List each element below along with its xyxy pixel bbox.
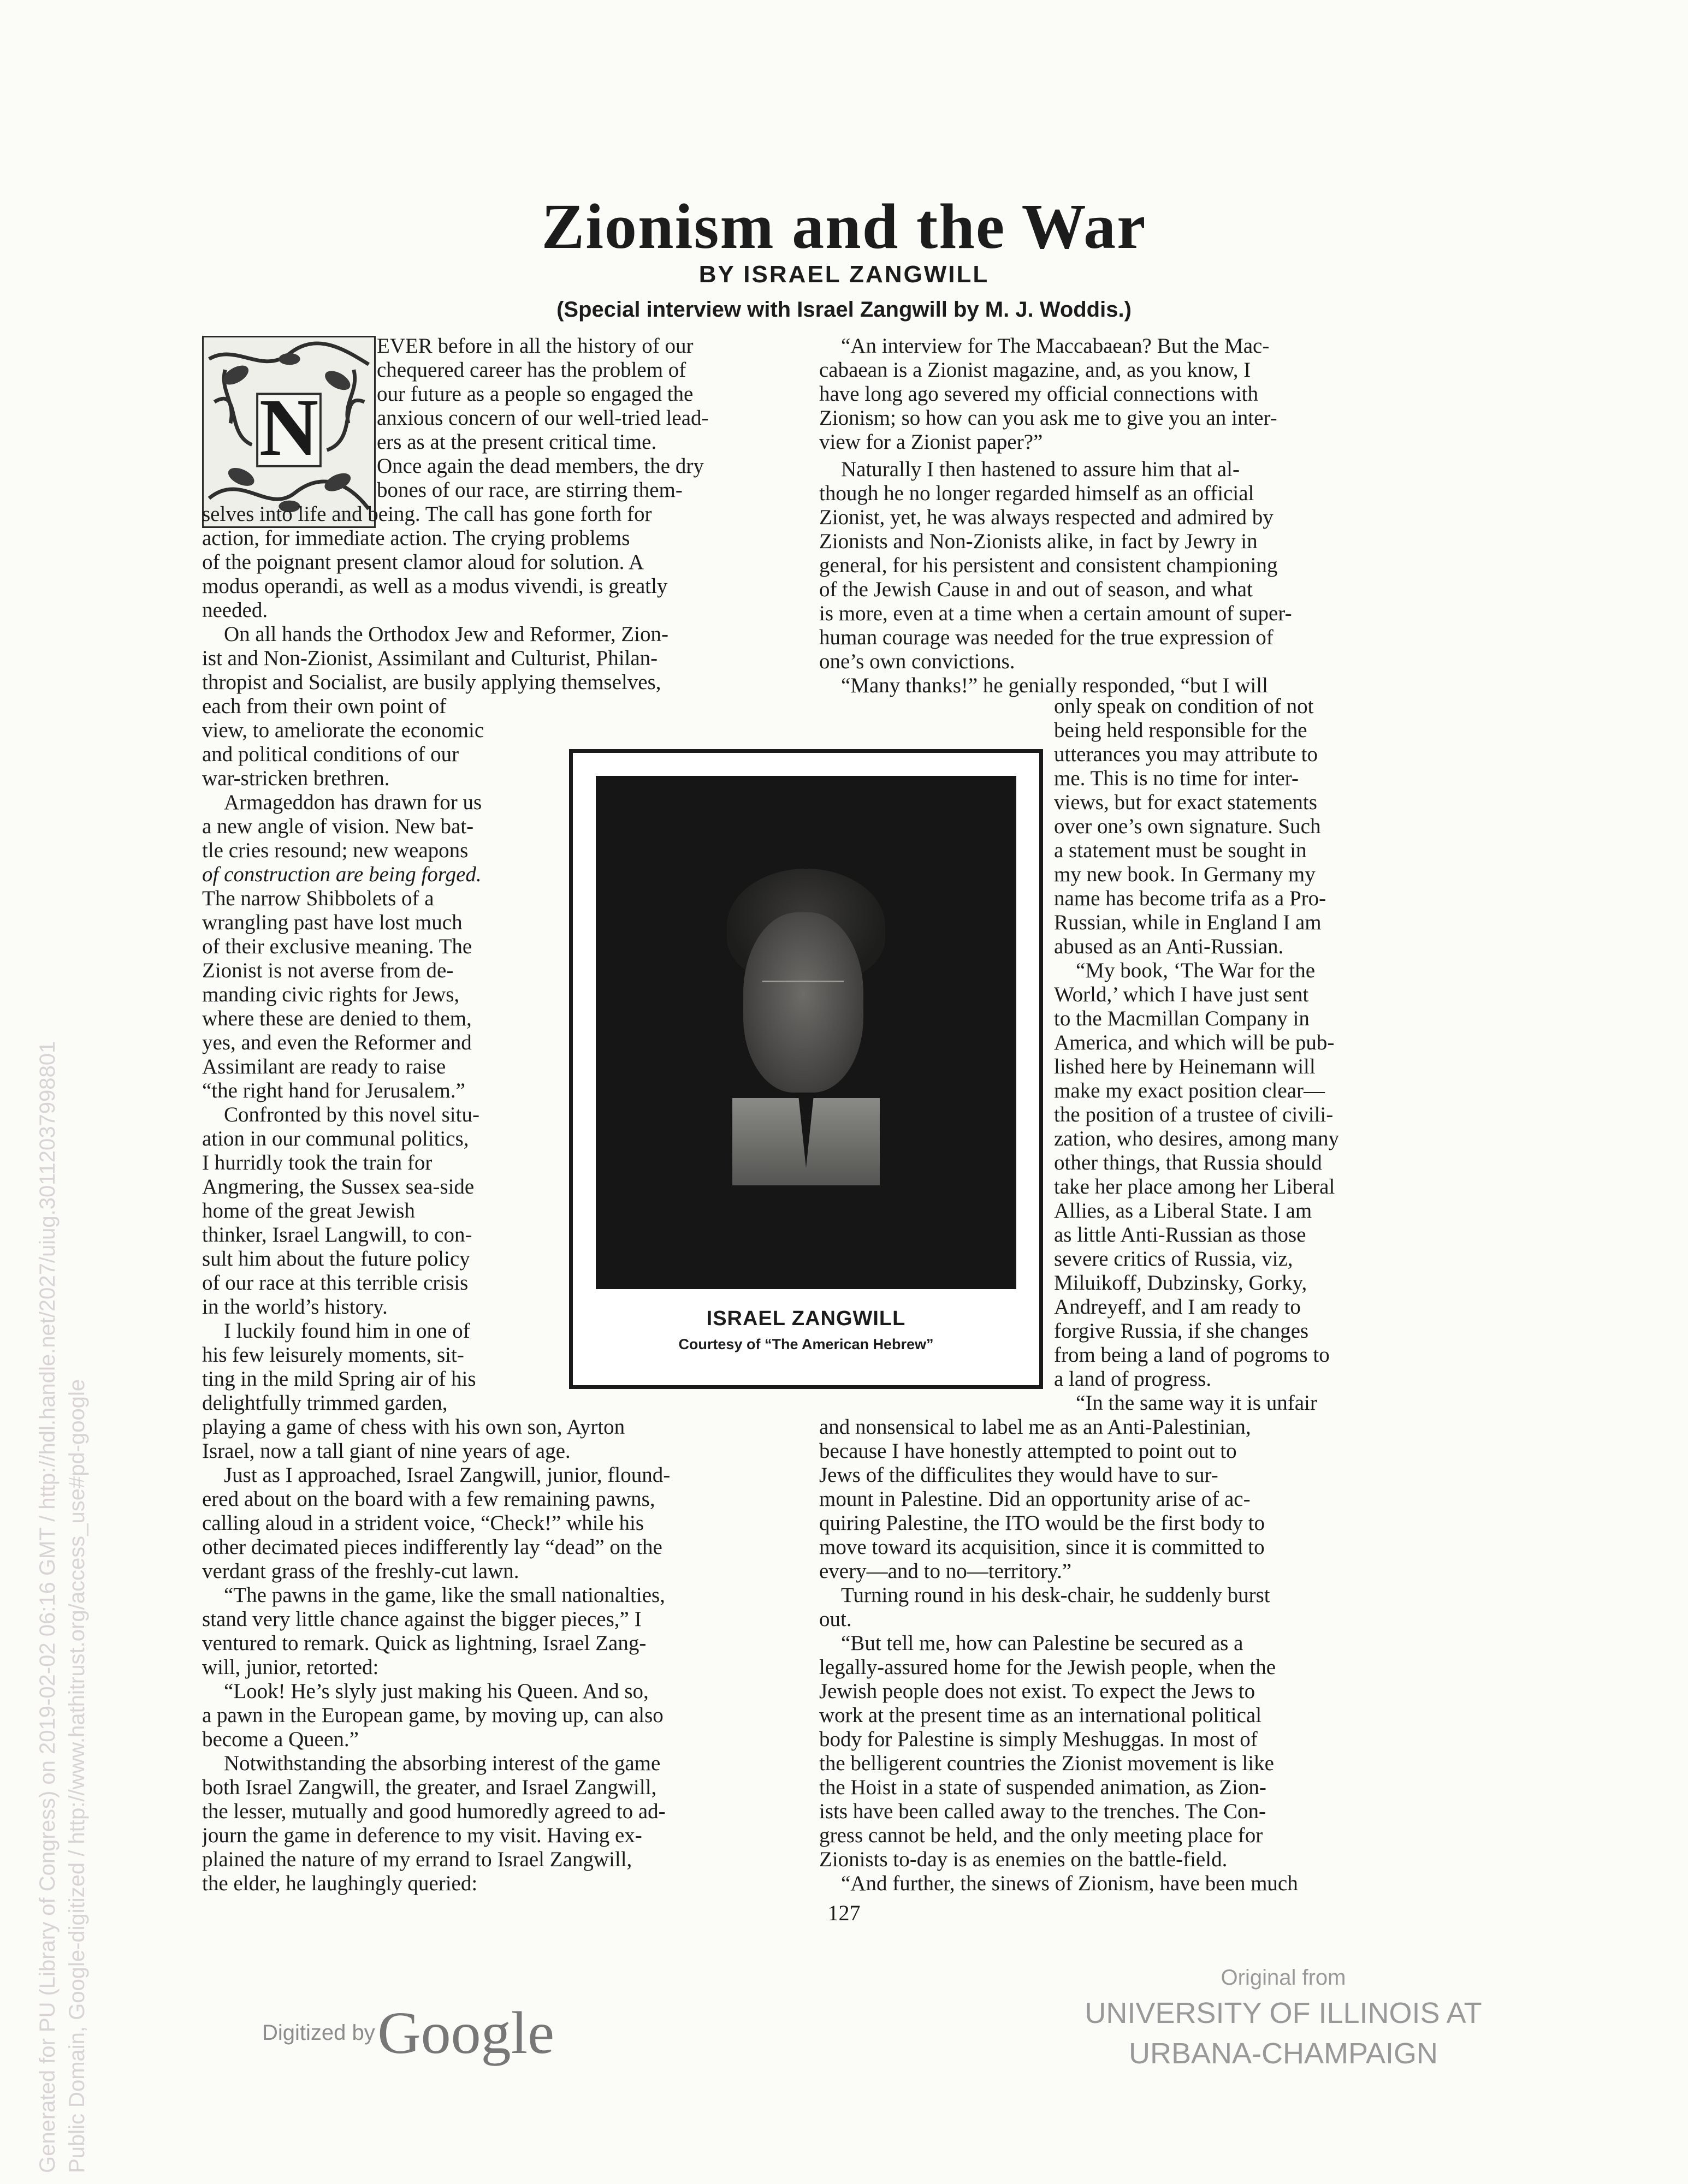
text-line: EVER before in all the history of our: [377, 334, 694, 358]
text-line: Zionists to-day is as enemies on the battle-field.: [819, 1848, 1228, 1871]
text-line: ting in the mild Spring air of his: [202, 1367, 476, 1391]
text-line: ation in our communal politics,: [202, 1127, 469, 1150]
digitized-by-label: Digitized by: [262, 2021, 375, 2045]
photo-credit: Courtesy of “The American Hebrew”: [678, 1336, 934, 1352]
text-line: work at the present time as an international political: [819, 1704, 1262, 1727]
text-line: Allies, as a Liberal State. I am: [1054, 1199, 1312, 1222]
text-line: Notwithstanding the absorbing interest of the game: [224, 1752, 661, 1775]
text-line: Zionism; so how can you ask me to give you an inter-: [819, 406, 1277, 430]
text-line: mount in Palestine. Did an opportunity arise of ac-: [819, 1487, 1251, 1511]
text-line: Miluikoff, Dubzinsky, Gorky,: [1054, 1271, 1307, 1295]
drop-cap-letter: N: [259, 382, 319, 473]
article-subtitle: (Special interview with Israel Zangwill by M. J. Woddis.): [556, 298, 1132, 322]
text-line: is more, even at a time when a certain amount of super-: [819, 602, 1292, 625]
text-line: out.: [819, 1607, 852, 1631]
text-line: the lesser, mutually and good humoredly agreed to ad-: [202, 1800, 666, 1823]
article-byline: BY ISRAEL ZANGWILL: [698, 261, 990, 288]
text-line: Russian, while in England I am: [1054, 911, 1322, 934]
text-line: gress cannot be held, and the only meeting place for: [819, 1824, 1263, 1847]
text-line: of their exclusive meaning. The: [202, 935, 472, 958]
text-line: view, to ameliorate the economic: [202, 719, 484, 742]
text-line: “Look! He’s slyly just making his Queen. And so,: [224, 1679, 649, 1703]
text-line: take her place among her Liberal: [1054, 1175, 1335, 1198]
portrait-glasses: [762, 981, 844, 1000]
text-line: being held responsible for the: [1054, 719, 1307, 742]
digitized-by-google-mark: [262, 1998, 554, 2069]
text-line: both Israel Zangwill, the greater, and Israel Zangwill,: [202, 1776, 657, 1799]
text-line: ered about on the board with a few remaining pawns,: [202, 1487, 655, 1511]
page-number: 127: [827, 1901, 861, 1925]
text-line: Turning round in his desk-chair, he suddenly burst: [841, 1583, 1270, 1607]
text-line: in the world’s history.: [202, 1295, 388, 1319]
text-line: action, for immediate action. The crying problems: [202, 526, 630, 550]
text-line: needed.: [202, 598, 268, 622]
university-line-2: URBANA-CHAMPAIGN: [1128, 2037, 1438, 2070]
text-line: move toward its acquisition, since it is committed to: [819, 1535, 1265, 1559]
text-line: “An interview for The Maccabaean? But the Mac-: [841, 334, 1270, 358]
original-from-label: Original from: [1221, 1966, 1346, 1990]
text-line: delightfully trimmed garden,: [202, 1391, 448, 1415]
text-line: from being a land of pogroms to: [1054, 1343, 1330, 1367]
text-line: “the right hand for Jerusalem.”: [202, 1079, 465, 1102]
text-line: Zionists and Non-Zionists alike, in fact by Jewry in: [819, 530, 1258, 553]
text-line: Andreyeff, and I am ready to: [1054, 1295, 1301, 1319]
text-line: have long ago severed my official connections with: [819, 382, 1258, 406]
text-line: will, junior, retorted:: [202, 1655, 379, 1679]
text-line: Just as I approached, Israel Zangwill, junior, flound-: [224, 1463, 671, 1487]
text-line: my new book. In Germany my: [1054, 863, 1316, 886]
text-line: make my exact position clear—: [1054, 1079, 1325, 1102]
text-line: calling aloud in a strident voice, “Check!” while his: [202, 1511, 644, 1535]
text-line: to the Macmillan Company in: [1054, 1007, 1310, 1030]
text-line: tle cries resound; new weapons: [202, 839, 469, 862]
text-line: I luckily found him in one of: [224, 1319, 470, 1343]
text-line: ventured to remark. Quick as lightning, Israel Zang-: [202, 1631, 647, 1655]
text-line: manding civic rights for Jews,: [202, 983, 460, 1006]
text-line: war-stricken brethren.: [202, 767, 390, 790]
text-line: of the Jewish Cause in and out of season, and what: [819, 578, 1253, 601]
text-line: our future as a people so engaged the: [377, 382, 694, 406]
text-line: wrangling past have lost much: [202, 911, 463, 934]
portrait-face: [743, 912, 863, 1093]
text-line: the elder, he laughingly queried:: [202, 1872, 478, 1895]
text-line: Once again the dead members, the dry: [377, 454, 704, 478]
portrait-collar: [732, 1098, 880, 1185]
right-column-upper: [819, 334, 1409, 698]
text-line: modus operandi, as well as a modus vivendi, is greatly: [202, 574, 668, 598]
text-line: journ the game in deference to my visit. Having ex-: [202, 1824, 642, 1847]
text-line: “In the same way it is unfair: [1076, 1391, 1317, 1415]
text-line: Zionist, yet, he was always respected and admired by: [819, 506, 1274, 529]
text-line: of the poignant present clamor aloud for solution. A: [202, 550, 644, 574]
text-line: over one’s own signature. Such: [1054, 815, 1321, 838]
text-line: a statement must be sought in: [1054, 839, 1307, 862]
text-line: forgive Russia, if she changes: [1054, 1319, 1309, 1343]
text-line: ers as at the present critical time.: [377, 430, 657, 454]
portrait-frame: [569, 749, 1043, 1389]
text-line: Angmering, the Sussex sea-side: [202, 1175, 475, 1198]
text-line: lished here by Heinemann will: [1054, 1055, 1316, 1078]
text-line: playing a game of chess with his own son, Ayrton: [202, 1415, 625, 1439]
left-column-lower: [202, 1415, 803, 1896]
text-line: other decimated pieces indifferently lay “dead” on the: [202, 1535, 662, 1559]
text-line: as little Anti-Russian as those: [1054, 1223, 1306, 1247]
text-line: thinker, Israel Langwill, to con-: [202, 1223, 472, 1247]
text-line: “Many thanks!” he genially responded, “but I will: [841, 674, 1268, 697]
intro-beside-dropcap: [377, 334, 803, 502]
text-line: sult him about the future policy: [202, 1247, 470, 1271]
text-line: “But tell me, how can Palestine be secured as a: [841, 1631, 1243, 1655]
original-from-block: [1038, 1966, 1529, 2071]
text-line: utterances you may attribute to: [1054, 743, 1318, 766]
text-line: Jewish people does not exist. To expect the Jews to: [819, 1679, 1255, 1703]
text-line: Assimilant are ready to raise: [202, 1055, 446, 1078]
photo-caption: ISRAEL ZANGWILL: [706, 1307, 906, 1330]
text-line: legally-assured home for the Jewish people, when the: [819, 1655, 1276, 1679]
text-line: the Hoist in a state of suspended animation, as Zion-: [819, 1776, 1266, 1799]
text-line: “And further, the sinews of Zionism, have been much: [841, 1872, 1298, 1895]
text-line: yes, and even the Reformer and: [202, 1031, 472, 1054]
text-line: each from their own point of: [202, 695, 447, 718]
text-line: Jews of the difficulites they would have to sur-: [819, 1463, 1218, 1487]
text-line: The narrow Shibbolets of a: [202, 887, 434, 910]
text-line: I hurridly took the train for: [202, 1151, 433, 1174]
text-line: human courage was needed for the true expression of: [819, 626, 1274, 649]
text-line: his few leisurely moments, sit-: [202, 1343, 464, 1367]
text-line: On all hands the Orthodox Jew and Reformer, Zion-: [224, 622, 668, 646]
text-line: ist and Non-Zionist, Assimilant and Culturist, Philan-: [202, 646, 658, 670]
text-line: anxious concern of our well-tried lead-: [377, 406, 709, 430]
text-line: a land of progress.: [1054, 1367, 1212, 1391]
text-line: ists have been called away to the trenches. The Con-: [819, 1800, 1266, 1823]
text-line: other things, that Russia should: [1054, 1151, 1322, 1174]
text-line: selves into life and being. The call has gone forth for: [202, 502, 652, 526]
text-line: home of the great Jewish: [202, 1199, 415, 1222]
right-column-lower: [819, 1415, 1409, 1896]
text-line: the position of a trustee of civili-: [1054, 1103, 1334, 1126]
google-logo: Google: [377, 1999, 555, 2066]
portrait-photo: [596, 776, 1016, 1289]
watermark-line-2: Public Domain, Google-digitized / http://www.hathitrust.org/access_use#pd-google: [65, 1379, 89, 2173]
text-line: view for a Zionist paper?”: [819, 430, 1043, 454]
text-line: of construction are being forged.: [202, 863, 482, 886]
left-column-upper: [202, 502, 803, 719]
text-line: plained the nature of my errand to Israel Zangwill,: [202, 1848, 632, 1871]
text-line: body for Palestine is simply Meshuggas. In most of: [819, 1728, 1258, 1751]
text-line: America, and which will be pub-: [1054, 1031, 1335, 1054]
text-line: a pawn in the European game, by moving up, can also: [202, 1704, 664, 1727]
text-line: thropist and Socialist, are busily applying themselves,: [202, 670, 661, 694]
text-line: me. This is no time for inter-: [1054, 767, 1299, 790]
text-line: “My book, ‘The War for the: [1076, 959, 1316, 982]
right-column-narrow: [1054, 695, 1409, 1415]
text-line: one’s own convictions.: [819, 650, 1015, 673]
text-line: verdant grass of the freshly-cut lawn.: [202, 1559, 519, 1583]
text-line: Zionist is not averse from de-: [202, 959, 454, 982]
text-line: cabaean is a Zionist magazine, and, as you know, I: [819, 358, 1251, 382]
university-line-1: UNIVERSITY OF ILLINOIS AT: [1085, 1997, 1482, 2029]
text-line: chequered career has the problem of: [377, 358, 686, 382]
text-line: the belligerent countries the Zionist movement is like: [819, 1752, 1274, 1775]
text-line: Naturally I then hastened to assure him that al-: [841, 458, 1240, 481]
text-line: “The pawns in the game, like the small nationalties,: [224, 1583, 665, 1607]
text-line: Confronted by this novel situ-: [224, 1103, 479, 1126]
text-line: a new angle of vision. New bat-: [202, 815, 474, 838]
left-column-narrow: [202, 719, 560, 1415]
text-line: of our race at this terrible crisis: [202, 1271, 469, 1295]
text-line: quiring Palestine, the ITO would be the first body to: [819, 1511, 1265, 1535]
text-line: zation, who desires, among many: [1054, 1127, 1340, 1150]
text-line: and nonsensical to label me as an Anti-Palestinian,: [819, 1415, 1251, 1439]
text-line: every—and to no—territory.”: [819, 1559, 1072, 1583]
side-watermark: [33, 1041, 92, 2173]
text-line: and political conditions of our: [202, 743, 459, 766]
text-line: World,’ which I have just sent: [1054, 983, 1309, 1006]
text-line: where these are denied to them,: [202, 1007, 472, 1030]
drop-cap-ornament: [202, 336, 376, 528]
article-title: Zionism and the War: [541, 191, 1147, 262]
text-line: bones of our race, are stirring them-: [377, 478, 683, 502]
text-line: only speak on condition of not: [1054, 695, 1314, 718]
text-line: Armageddon has drawn for us: [224, 791, 482, 814]
text-line: severe critics of Russia, viz,: [1054, 1247, 1293, 1271]
watermark-line-1: Generated for PU (Library of Congress) on 2019-02-02 06:16 GMT / http://hdl.handle.net/2027/uiug.30112037998801: [35, 1041, 60, 2173]
text-line: become a Queen.”: [202, 1728, 359, 1751]
text-line: because I have honestly attempted to point out to: [819, 1439, 1237, 1463]
text-line: stand very little chance against the bigger pieces,” I: [202, 1607, 642, 1631]
text-line: abused as an Anti-Russian.: [1054, 935, 1284, 958]
text-line: views, but for exact statements: [1054, 791, 1317, 814]
text-line: Israel, now a tall giant of nine years of age.: [202, 1439, 571, 1463]
text-line: name has become trifa as a Pro-: [1054, 887, 1326, 910]
text-line: though he no longer regarded himself as an official: [819, 482, 1254, 505]
text-line: general, for his persistent and consistent championing: [819, 554, 1278, 577]
